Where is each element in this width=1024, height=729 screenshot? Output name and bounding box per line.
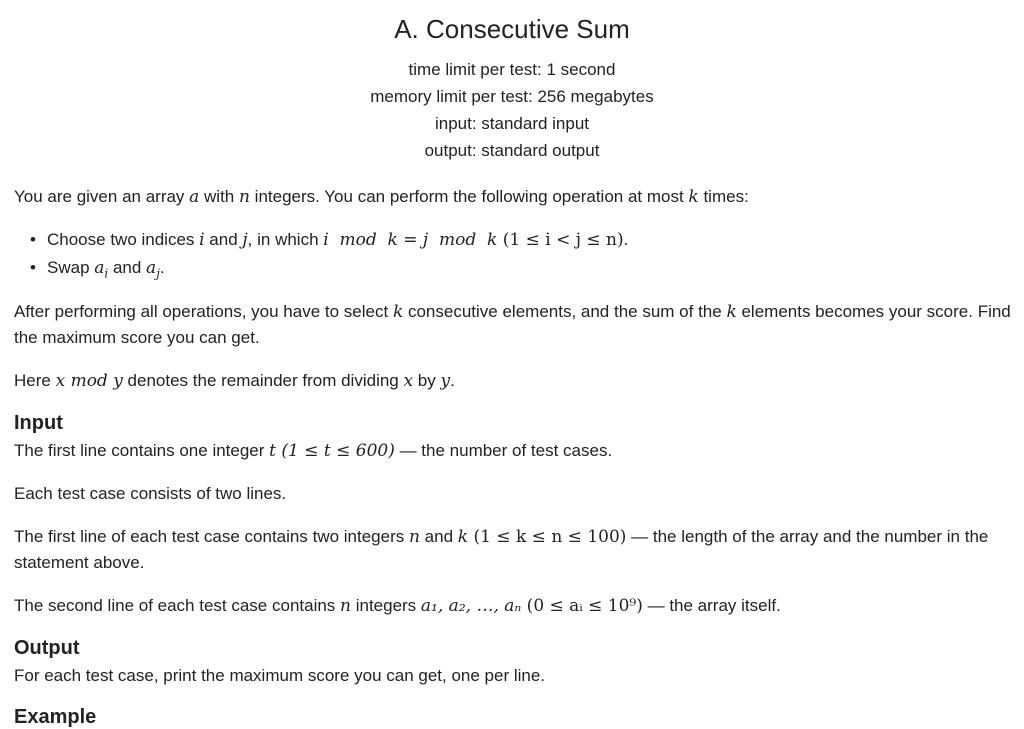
problem-title: A. Consecutive Sum bbox=[394, 14, 630, 44]
output-file: output: standard output bbox=[424, 141, 600, 160]
text: The first line of each test case contains two integers bbox=[14, 527, 409, 546]
text: . bbox=[450, 371, 455, 390]
text: Swap bbox=[47, 258, 95, 277]
math-var: n bbox=[238, 187, 250, 207]
text: and bbox=[108, 258, 147, 277]
math-expr: i mod k = j mod k bbox=[323, 230, 498, 250]
math-expr: (1 ≤ i < j ≤ n) bbox=[497, 230, 624, 250]
text: Choose two indices bbox=[47, 230, 200, 249]
text: with bbox=[199, 187, 239, 206]
text: You are given an array bbox=[14, 187, 190, 206]
math-var: k bbox=[392, 302, 404, 322]
time-limit: time limit per test: 1 second bbox=[408, 60, 616, 79]
text: times: bbox=[698, 187, 749, 206]
math-var: k bbox=[726, 302, 737, 322]
text: — the length of the array and the number in the statement above. bbox=[14, 527, 989, 572]
input-line-3 bbox=[14, 524, 1019, 575]
text: integers. You can perform the following operation at most bbox=[249, 187, 689, 206]
math-var: k bbox=[457, 527, 469, 547]
math-var: i bbox=[199, 230, 205, 250]
list-item bbox=[14, 254, 628, 287]
math-var: k bbox=[688, 187, 699, 207]
math-sub: i bbox=[104, 266, 109, 281]
output-line-1: For each test case, print the maximum score you can get, one per line. bbox=[14, 666, 546, 685]
text: consecutive elements, and the sum of the bbox=[403, 302, 727, 321]
list-item bbox=[14, 226, 628, 254]
statement-after bbox=[14, 299, 1019, 350]
math-var: y bbox=[440, 371, 451, 391]
text: The first line contains one integer bbox=[14, 441, 270, 460]
text: and bbox=[419, 527, 458, 546]
math-expr: a₁, a₂, …, aₙ bbox=[420, 596, 522, 616]
input-file: input: standard input bbox=[434, 114, 590, 133]
statement-intro bbox=[14, 184, 1019, 210]
input-line-1 bbox=[14, 438, 1019, 464]
text: by bbox=[413, 371, 441, 390]
math-var: a bbox=[146, 258, 157, 278]
math-var: x bbox=[403, 371, 414, 391]
text: — the array itself. bbox=[642, 596, 781, 615]
input-line-4 bbox=[14, 593, 1019, 619]
text: The second line of each test case contains bbox=[14, 596, 341, 615]
statement-note bbox=[14, 368, 1019, 394]
math-var: a bbox=[94, 258, 105, 278]
output-heading: Output bbox=[14, 637, 80, 659]
math-expr: t (1 ≤ t ≤ 600) bbox=[269, 441, 395, 461]
math-var: n bbox=[340, 596, 351, 616]
math-var: n bbox=[408, 527, 420, 547]
text: elements becomes your score. Find the maximum score you can get. bbox=[14, 302, 1011, 347]
input-heading: Input bbox=[14, 412, 63, 434]
input-line-2: Each test case consists of two lines. bbox=[14, 484, 287, 503]
text: integers bbox=[350, 596, 421, 615]
math-var: j bbox=[242, 230, 248, 250]
math-expr: (1 ≤ k ≤ n ≤ 100) bbox=[468, 527, 627, 547]
math-var: a bbox=[189, 187, 200, 207]
text: Here bbox=[14, 371, 56, 390]
math-expr: (0 ≤ aᵢ ≤ 10⁹) bbox=[521, 596, 643, 616]
text: , in which bbox=[247, 230, 324, 249]
text: and bbox=[204, 230, 243, 249]
math-expr: x mod y bbox=[55, 371, 123, 391]
math-sub: j bbox=[156, 266, 160, 281]
memory-limit: memory limit per test: 256 megabytes bbox=[370, 87, 654, 106]
text: denotes the remainder from dividing bbox=[122, 371, 404, 390]
text: — the number of test cases. bbox=[394, 441, 613, 460]
text: . bbox=[159, 258, 165, 277]
text: . bbox=[623, 230, 629, 249]
example-heading: Example bbox=[14, 706, 97, 728]
operation-list bbox=[14, 226, 628, 287]
text: After performing all operations, you have to select bbox=[14, 302, 393, 321]
